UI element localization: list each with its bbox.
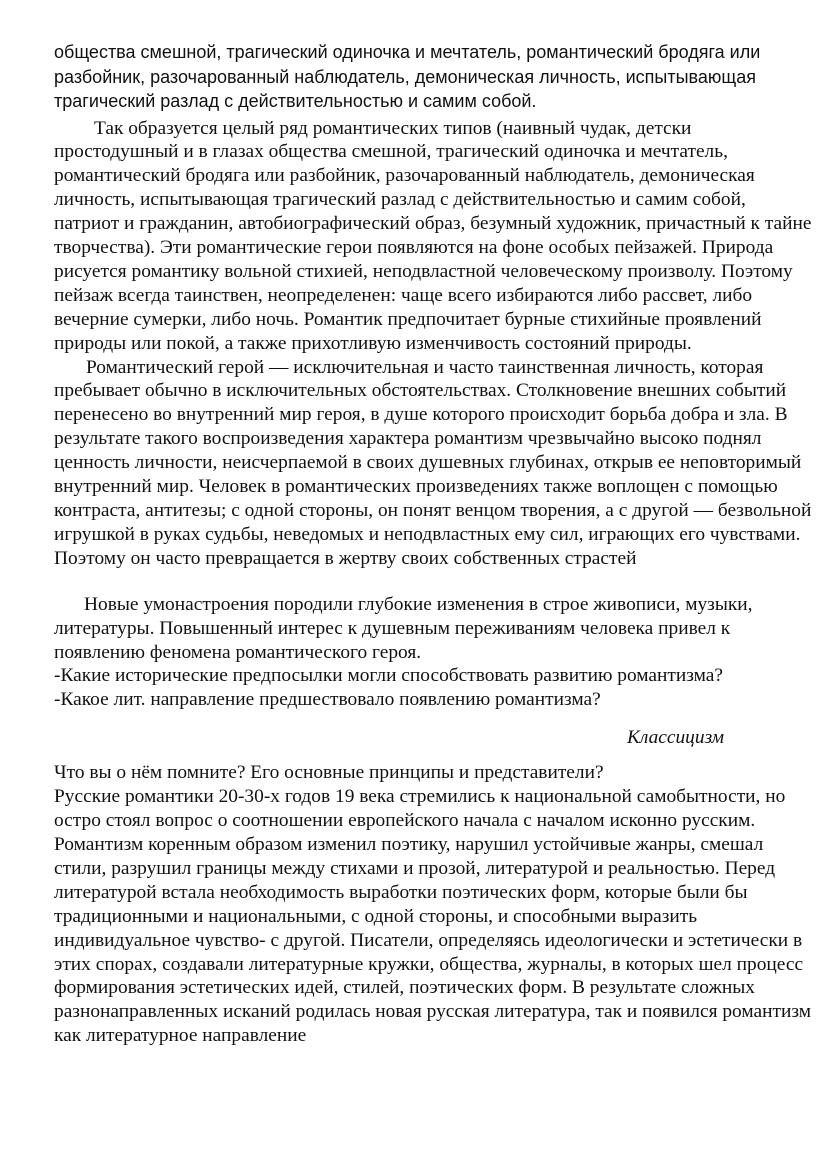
paragraph-russian-romantics: Русские романтики 20-30-х годов 19 века стремились к национальной самобытности, но остро стоял вопрос о соотношении европейского начала с началом исконно русским. Романтизм коренным образом изменил поэтику, нарушил устойчивые жанры, смешал стили, разрушил границы между стихами и прозой, литературой и реальностью. Перед литературой встала необходимость выработки поэтических форм, которые были бы традиционными и национальными, с одной стороны, и способными выразить индивидуальное чувство- с другой. Писатели, определяясь идеологически и эстетически в этих спорах, создавали литературные кружки, общества, журналы, в которых шел процесс формирования эстетических идей, стилей, поэтических форм. В результате сложных разнонаправленных исканий родилась новая русская литература, так и появился романтизм как литературное направление <box>54 786 811 1047</box>
paragraph-romantic-types: Так образуется целый ряд романтических типов (наивный чудак, детски простодушный и в глазах общества смешной, трагический одиночка и мечтатель, романтический бродяга или разбойник, разочарованный наблюдатель, демоническая личность, испытывающая трагический разлад с действительностью и самим собой, патриот и гражданин, автобиографический образ, безумный художник, причастный к тайне творчества). Эти романтические герои появляются на фоне особых пейзажей. Природа рисуется романтику вольной стихией, неподвластной человеческому произволу. Поэтому пейзаж всегда таинствен, неопределенен: чаще всего избираются либо рассвет, либо вечерние сумерки, либо ночь. Романтик предпочитает бурные стихийные проявлений природы или покой, а также прихотливую изменчивость состояний природы. <box>54 117 812 354</box>
document-page <box>54 40 814 1048</box>
paragraph-new-moods: Новые умонастроения породили глубокие изменения в строе живописи, музыки, литературы. Повышенный интерес к душевным переживаниям человека привел к появлению феномена романтического героя. <box>54 593 753 663</box>
answer-classicism: Классицизм <box>627 727 725 749</box>
paragraph-intro: общества смешной, трагический одиночка и мечтатель, романтический бродяга или разбойник, разочарованный наблюдатель, демоническая личность, испытывающая трагический разлад с действительностью и самим собой. <box>54 42 761 111</box>
question-remember: Что вы о нём помните? Его основные принципы и представители? <box>54 762 604 784</box>
question-historical-preconditions: -Какие исторические предпосылки могли способствовать развитию романтизма? <box>54 665 724 687</box>
paragraph-romantic-hero: Романтический герой — исключительная и часто таинственная личность, которая пребывает обычно в исключительных обстоятельствах. Столкновение внешних событий перенесено во внутренний мир героя, в душе которого происходит борьба добра и зла. В результате такого воспроизведения характера романтизм чрезвычайно высоко поднял ценность личности, неисчерпаемой в своих душевных глубинах, открыв ее неповторимый внутренний мир. Человек в романтических произведениях также воплощен с помощью контраста, антитезы; с одной стороны, он понят венцом творения, а с другой — безвольной игрушкой в руках судьбы, неведомых и неподвластных ему сил, играющих его чувствами. Поэтому он часто превращается в жертву своих собственных страстей <box>54 356 812 569</box>
question-preceding-movement: -Какое лит. направление предшествовало появлению романтизма? <box>54 689 601 711</box>
paragraph-gap <box>54 571 814 593</box>
